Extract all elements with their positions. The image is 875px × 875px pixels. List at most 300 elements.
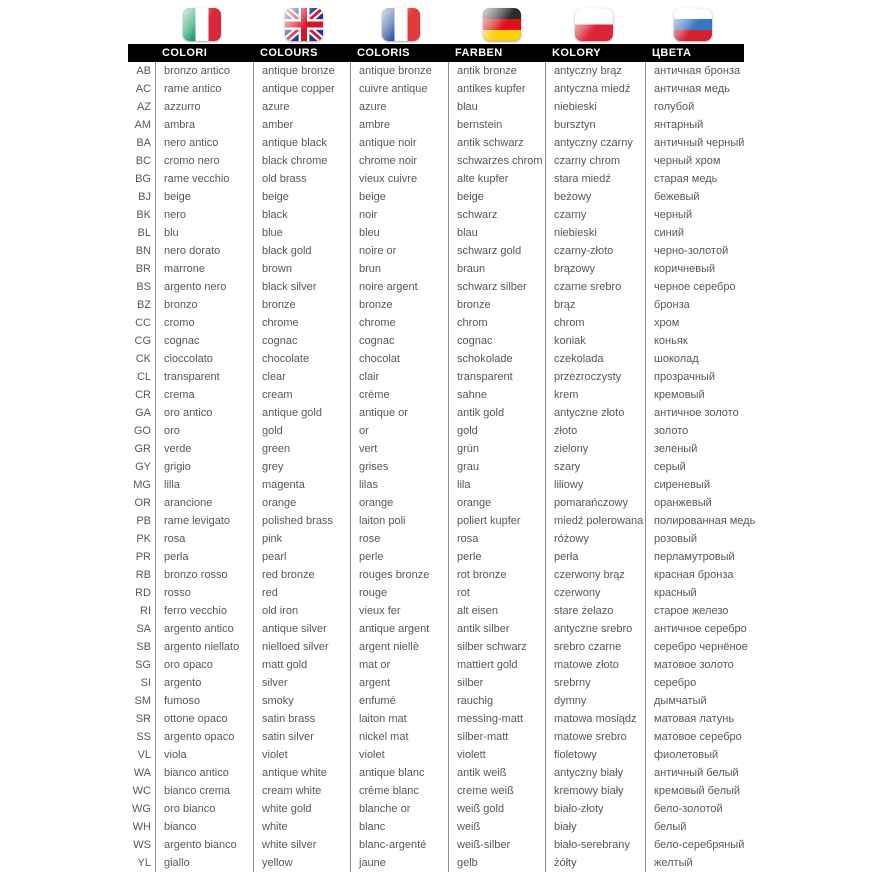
color-name-english: orange: [253, 494, 350, 512]
color-name-french: laiton poli: [350, 512, 448, 530]
color-name-english: cream: [253, 386, 350, 404]
color-name-french: vieux cuivre: [350, 170, 448, 188]
color-name-french: cognac: [350, 332, 448, 350]
color-name-german: rosa: [448, 530, 545, 548]
table-row: [128, 728, 875, 746]
color-name-french: cuivre antique: [350, 80, 448, 98]
color-code: GR: [134, 443, 151, 455]
germany-flag-icon: [483, 8, 521, 41]
color-name-french: brun: [350, 260, 448, 278]
color-name-german: antik gold: [448, 404, 545, 422]
color-name-italian: rosso: [155, 584, 253, 602]
color-name-german: antik silber: [448, 620, 545, 638]
table-row: [128, 404, 875, 422]
color-code: MG: [133, 479, 151, 491]
table-row: [128, 134, 875, 152]
color-name-italian: cioccolato: [155, 350, 253, 368]
color-name-german: silber schwarz: [448, 638, 545, 656]
color-name-italian: perla: [155, 548, 253, 566]
color-name-french: antique or: [350, 404, 448, 422]
color-name-russian: золото: [645, 422, 875, 440]
table-row: [128, 350, 875, 368]
color-name-english: nielloed silver: [253, 638, 350, 656]
color-name-polish: brąz: [545, 296, 645, 314]
color-name-english: black gold: [253, 242, 350, 260]
color-name-italian: rame vecchio: [155, 170, 253, 188]
table-row: [128, 836, 875, 854]
color-code: WS: [133, 839, 151, 851]
color-code: BA: [136, 137, 151, 149]
color-name-italian: oro opaco: [155, 656, 253, 674]
color-name-italian: giallo: [155, 854, 253, 872]
color-name-french: perle: [350, 548, 448, 566]
color-name-russian: серый: [645, 458, 875, 476]
color-name-german: lila: [448, 476, 545, 494]
color-name-polish: różowy: [545, 530, 645, 548]
color-name-french: antique bronze: [350, 62, 448, 80]
color-name-french: crème: [350, 386, 448, 404]
color-code: BZ: [136, 299, 151, 311]
color-name-german: bronze: [448, 296, 545, 314]
color-name-polish: matowe złoto: [545, 656, 645, 674]
color-name-russian: старое железо: [645, 602, 875, 620]
color-name-german: mattiert gold: [448, 656, 545, 674]
color-name-polish: biało-serebrany: [545, 836, 645, 854]
color-name-english: chrome: [253, 314, 350, 332]
color-name-italian: oro: [155, 422, 253, 440]
color-code: OR: [134, 497, 151, 509]
color-name-polish: czerwony brąz: [545, 566, 645, 584]
color-name-italian: ottone opaco: [155, 710, 253, 728]
uk-flag-icon: [285, 8, 323, 41]
poland-flag-icon: [575, 8, 613, 41]
color-name-german: alte kupfer: [448, 170, 545, 188]
header-kolory: KOLORY: [552, 47, 602, 59]
color-name-french: beige: [350, 188, 448, 206]
color-code: CL: [136, 371, 151, 383]
color-name-italian: argento opaco: [155, 728, 253, 746]
color-code: WH: [132, 821, 151, 833]
color-name-russian: коричневый: [645, 260, 875, 278]
color-name-russian: красный: [645, 584, 875, 602]
color-name-russian: сиреневый: [645, 476, 875, 494]
color-name-french: noire argent: [350, 278, 448, 296]
color-name-polish: antyczne złoto: [545, 404, 645, 422]
color-name-english: violet: [253, 746, 350, 764]
color-name-italian: cromo: [155, 314, 253, 332]
color-name-german: sahne: [448, 386, 545, 404]
color-name-polish: antyczny biały: [545, 764, 645, 782]
color-name-russian: античная бронза: [645, 62, 875, 80]
color-code: WG: [132, 803, 151, 815]
table-row: [128, 764, 875, 782]
color-name-polish: antyczny brąz: [545, 62, 645, 80]
color-code: BS: [136, 281, 151, 293]
color-name-polish: kremowy biały: [545, 782, 645, 800]
color-name-russian: желтый: [645, 854, 875, 872]
color-name-french: argent niellè: [350, 638, 448, 656]
table-row: [128, 548, 875, 566]
table-header-bar: [128, 44, 744, 62]
color-name-italian: verde: [155, 440, 253, 458]
color-name-english: pearl: [253, 548, 350, 566]
color-name-english: brown: [253, 260, 350, 278]
color-name-french: rouge: [350, 584, 448, 602]
color-code: BC: [135, 155, 151, 167]
color-name-german: gelb: [448, 854, 545, 872]
color-name-french: antique argent: [350, 620, 448, 638]
color-name-polish: antyczna miedź: [545, 80, 645, 98]
color-name-russian: бело-серебряный: [645, 836, 875, 854]
color-name-polish: zielony: [545, 440, 645, 458]
color-name-polish: czekolada: [545, 350, 645, 368]
color-name-russian: красная бронза: [645, 566, 875, 584]
color-name-polish: czarne srebro: [545, 278, 645, 296]
color-name-german: grün: [448, 440, 545, 458]
color-name-french: azure: [350, 98, 448, 116]
color-name-polish: stare żelazo: [545, 602, 645, 620]
header-farben: FARBEN: [455, 47, 503, 59]
table-row: [128, 620, 875, 638]
color-name-italian: grigio: [155, 458, 253, 476]
color-name-german: weiß-silber: [448, 836, 545, 854]
color-name-russian: черное серебро: [645, 278, 875, 296]
table-row: [128, 332, 875, 350]
color-name-french: chrome: [350, 314, 448, 332]
table-row: [128, 152, 875, 170]
color-name-italian: bronzo antico: [155, 62, 253, 80]
color-name-english: white silver: [253, 836, 350, 854]
color-name-english: magenta: [253, 476, 350, 494]
color-name-italian: argento bianco: [155, 836, 253, 854]
color-name-polish: bursztyn: [545, 116, 645, 134]
color-name-russian: античная медь: [645, 80, 875, 98]
color-name-polish: przezroczysty: [545, 368, 645, 386]
color-name-polish: pomarańczowy: [545, 494, 645, 512]
color-name-russian: матовое серебро: [645, 728, 875, 746]
color-name-english: red: [253, 584, 350, 602]
color-name-italian: arancione: [155, 494, 253, 512]
color-code: AC: [135, 83, 151, 95]
header-colori: COLORI: [162, 47, 208, 59]
color-name-italian: argento niellato: [155, 638, 253, 656]
color-name-german: schwarzes chrom: [448, 152, 545, 170]
color-name-english: blue: [253, 224, 350, 242]
color-name-english: cognac: [253, 332, 350, 350]
color-name-french: nickel mat: [350, 728, 448, 746]
color-name-german: transparent: [448, 368, 545, 386]
color-name-english: antique copper: [253, 80, 350, 98]
color-name-german: braun: [448, 260, 545, 278]
color-name-russian: старая медь: [645, 170, 875, 188]
color-name-russian: розовый: [645, 530, 875, 548]
color-name-english: antique gold: [253, 404, 350, 422]
color-code: BR: [135, 263, 151, 275]
color-name-english: matt gold: [253, 656, 350, 674]
color-code: GA: [135, 407, 151, 419]
color-name-polish: matowe srebro: [545, 728, 645, 746]
color-name-french: chrome noir: [350, 152, 448, 170]
color-name-french: argent: [350, 674, 448, 692]
color-name-german: rot: [448, 584, 545, 602]
color-name-italian: cromo nero: [155, 152, 253, 170]
color-name-english: silver: [253, 674, 350, 692]
color-name-italian: rosa: [155, 530, 253, 548]
color-name-german: schwarz silber: [448, 278, 545, 296]
color-name-polish: dymny: [545, 692, 645, 710]
color-name-polish: biało-złoty: [545, 800, 645, 818]
color-name-italian: nero antico: [155, 134, 253, 152]
color-code: VL: [137, 749, 151, 761]
color-name-english: green: [253, 440, 350, 458]
color-name-russian: дымчатый: [645, 692, 875, 710]
color-name-polish: antyczny czarny: [545, 134, 645, 152]
color-name-german: antik schwarz: [448, 134, 545, 152]
color-name-french: crème blanc: [350, 782, 448, 800]
color-name-russian: янтарный: [645, 116, 875, 134]
color-name-russian: фиолетовый: [645, 746, 875, 764]
table-row: [128, 584, 875, 602]
color-name-german: rauchig: [448, 692, 545, 710]
color-name-german: violett: [448, 746, 545, 764]
color-table: [128, 44, 875, 872]
table-row: [128, 242, 875, 260]
color-name-english: old brass: [253, 170, 350, 188]
color-name-polish: niebieski: [545, 98, 645, 116]
color-name-russian: зеленый: [645, 440, 875, 458]
color-code: CC: [135, 317, 151, 329]
color-name-russian: матовое золото: [645, 656, 875, 674]
color-name-english: gold: [253, 422, 350, 440]
color-code: WC: [132, 785, 151, 797]
table-row: [128, 224, 875, 242]
color-name-french: chocolat: [350, 350, 448, 368]
color-code: RI: [140, 605, 151, 617]
color-name-polish: miedź polerowana: [545, 512, 645, 530]
color-name-italian: ambra: [155, 116, 253, 134]
color-name-italian: bianco antico: [155, 764, 253, 782]
color-name-english: bronze: [253, 296, 350, 314]
color-name-french: mat or: [350, 656, 448, 674]
color-name-german: orange: [448, 494, 545, 512]
color-name-english: white gold: [253, 800, 350, 818]
color-name-russian: бронза: [645, 296, 875, 314]
color-name-polish: niebieski: [545, 224, 645, 242]
table-row: [128, 170, 875, 188]
color-code: SM: [134, 695, 151, 707]
color-name-russian: прозрачный: [645, 368, 875, 386]
color-name-polish: srebrny: [545, 674, 645, 692]
color-name-english: clear: [253, 368, 350, 386]
color-name-russian: матовая латунь: [645, 710, 875, 728]
table-row: [128, 458, 875, 476]
color-name-italian: nero: [155, 206, 253, 224]
color-name-polish: fioletowy: [545, 746, 645, 764]
color-name-french: antique noir: [350, 134, 448, 152]
color-name-german: weiß gold: [448, 800, 545, 818]
color-name-german: gold: [448, 422, 545, 440]
color-name-german: weiß: [448, 818, 545, 836]
color-code: SS: [136, 731, 151, 743]
color-name-russian: кремовый: [645, 386, 875, 404]
color-name-italian: ferro vecchio: [155, 602, 253, 620]
color-code: YL: [137, 857, 151, 869]
color-name-polish: beżowy: [545, 188, 645, 206]
color-name-italian: rame levigato: [155, 512, 253, 530]
table-row: [128, 512, 875, 530]
color-code: BL: [137, 227, 151, 239]
russia-flag-icon: [674, 8, 712, 41]
color-name-russian: оранжевый: [645, 494, 875, 512]
color-name-french: blanc: [350, 818, 448, 836]
table-row: [128, 818, 875, 836]
color-code: SR: [135, 713, 151, 725]
color-name-english: cream white: [253, 782, 350, 800]
color-table-body: [128, 62, 875, 872]
color-code: AM: [134, 119, 151, 131]
color-name-german: blau: [448, 98, 545, 116]
table-row: [128, 674, 875, 692]
table-row: [128, 710, 875, 728]
color-name-russian: кремовый белый: [645, 782, 875, 800]
table-row: [128, 314, 875, 332]
header-cveta: ЦВЕТА: [652, 47, 692, 59]
color-code: CG: [134, 335, 151, 347]
color-name-french: or: [350, 422, 448, 440]
color-name-english: grey: [253, 458, 350, 476]
color-name-english: smoky: [253, 692, 350, 710]
color-name-french: jaune: [350, 854, 448, 872]
color-name-polish: czarny-złoto: [545, 242, 645, 260]
color-name-russian: хром: [645, 314, 875, 332]
color-name-russian: античный черный: [645, 134, 875, 152]
color-name-french: orange: [350, 494, 448, 512]
color-name-french: lilas: [350, 476, 448, 494]
table-row: [128, 782, 875, 800]
color-name-english: black chrome: [253, 152, 350, 170]
color-name-french: rose: [350, 530, 448, 548]
color-name-polish: biały: [545, 818, 645, 836]
color-name-italian: oro bianco: [155, 800, 253, 818]
color-code: SA: [136, 623, 151, 635]
color-name-german: antik bronze: [448, 62, 545, 80]
color-name-english: old iron: [253, 602, 350, 620]
color-name-french: violet: [350, 746, 448, 764]
color-code: CR: [135, 389, 151, 401]
color-name-english: red bronze: [253, 566, 350, 584]
color-name-english: satin silver: [253, 728, 350, 746]
color-name-italian: bronzo: [155, 296, 253, 314]
color-name-french: bronze: [350, 296, 448, 314]
color-name-english: amber: [253, 116, 350, 134]
color-name-polish: perła: [545, 548, 645, 566]
color-name-english: polished brass: [253, 512, 350, 530]
color-name-german: schwarz: [448, 206, 545, 224]
color-name-russian: черный: [645, 206, 875, 224]
table-row: [128, 746, 875, 764]
color-name-french: blanche or: [350, 800, 448, 818]
table-row: [128, 440, 875, 458]
color-name-polish: szary: [545, 458, 645, 476]
color-name-russian: серебро: [645, 674, 875, 692]
color-code: RD: [135, 587, 151, 599]
color-name-french: rouges bronze: [350, 566, 448, 584]
color-name-french: antique blanc: [350, 764, 448, 782]
color-code: SG: [135, 659, 151, 671]
color-name-polish: złoto: [545, 422, 645, 440]
color-name-italian: transparent: [155, 368, 253, 386]
color-code: BJ: [138, 191, 151, 203]
table-row: [128, 854, 875, 872]
color-name-polish: liliowy: [545, 476, 645, 494]
color-name-italian: argento: [155, 674, 253, 692]
color-name-german: silber-matt: [448, 728, 545, 746]
color-name-german: cognac: [448, 332, 545, 350]
color-name-french: enfumé: [350, 692, 448, 710]
color-name-polish: matowa mosiądz: [545, 710, 645, 728]
color-name-polish: brązowy: [545, 260, 645, 278]
color-name-german: messing-matt: [448, 710, 545, 728]
color-name-english: beige: [253, 188, 350, 206]
color-code: CK: [135, 353, 151, 365]
color-name-russian: черный хром: [645, 152, 875, 170]
color-name-russian: бело-золотой: [645, 800, 875, 818]
color-code: BG: [135, 173, 151, 185]
color-name-german: creme weiß: [448, 782, 545, 800]
color-name-german: beige: [448, 188, 545, 206]
color-name-german: blau: [448, 224, 545, 242]
color-name-italian: viola: [155, 746, 253, 764]
color-name-polish: czerwony: [545, 584, 645, 602]
table-row: [128, 368, 875, 386]
color-name-english: yellow: [253, 854, 350, 872]
color-name-russian: голубой: [645, 98, 875, 116]
table-row: [128, 530, 875, 548]
color-name-english: antique bronze: [253, 62, 350, 80]
table-row: [128, 278, 875, 296]
color-name-italian: rame antico: [155, 80, 253, 98]
color-name-italian: azzurro: [155, 98, 253, 116]
color-name-russian: полированная медь: [645, 512, 875, 530]
color-name-french: vieux fer: [350, 602, 448, 620]
color-name-russian: черно-золотой: [645, 242, 875, 260]
color-name-italian: fumoso: [155, 692, 253, 710]
color-name-russian: синий: [645, 224, 875, 242]
color-name-polish: chrom: [545, 314, 645, 332]
color-name-french: blanc-argenté: [350, 836, 448, 854]
color-name-italian: nero dorato: [155, 242, 253, 260]
color-name-italian: bianco: [155, 818, 253, 836]
color-name-polish: czarny chrom: [545, 152, 645, 170]
table-row: [128, 476, 875, 494]
color-code: GO: [133, 425, 151, 437]
table-row: [128, 656, 875, 674]
color-name-italian: crema: [155, 386, 253, 404]
table-row: [128, 80, 875, 98]
table-row: [128, 260, 875, 278]
table-row: [128, 602, 875, 620]
color-name-italian: argento nero: [155, 278, 253, 296]
color-name-italian: cognac: [155, 332, 253, 350]
color-code: BK: [136, 209, 151, 221]
color-name-italian: lilla: [155, 476, 253, 494]
color-name-polish: żółty: [545, 854, 645, 872]
table-row: [128, 62, 875, 80]
color-name-polish: srebro czarne: [545, 638, 645, 656]
color-name-polish: stara miedź: [545, 170, 645, 188]
color-name-russian: античный белый: [645, 764, 875, 782]
color-name-french: grises: [350, 458, 448, 476]
